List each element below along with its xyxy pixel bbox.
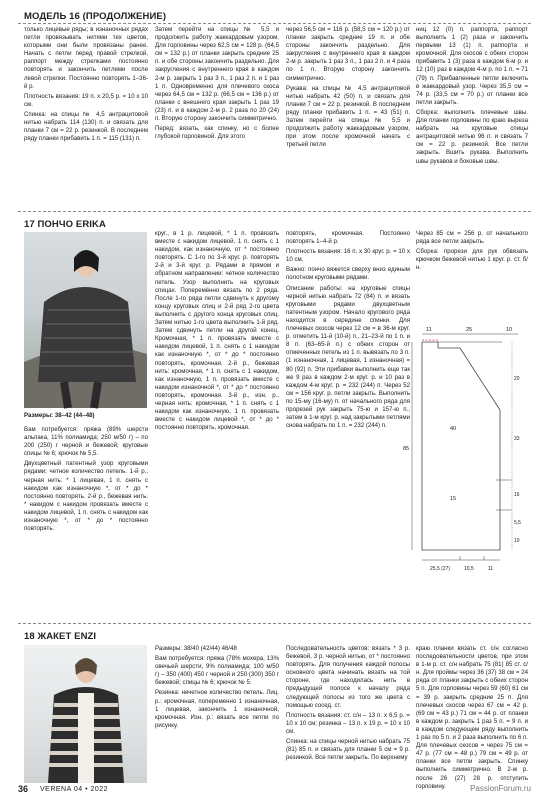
dim-top-11: 11 xyxy=(426,327,432,333)
s17-col3-p1: повторять, кромочная. Постоянно повторять 1–4-й р. xyxy=(286,230,410,246)
poncho-schematic xyxy=(400,320,530,620)
s18-col1-p1: Размеры: 38/40 (42/44) 46/48 xyxy=(155,645,237,652)
dim-top-25: 25 xyxy=(466,327,473,333)
s18-col3-p1: краю планки вязать ст. с/н согласно последовательности цветов, при этом в 1-м р. ст. с/н набрать 75 (81) 85 ст. с/н. Для проймы через 36 (37) 38 см = 24 ряда от планки закрыть с обеих сторон 5 п. Для горловины через 59 (60) 61 см = 39 р. закрыть средние 25 п. Для плечевых скосов через 67 см = 42 р. (69 см = 43 р.) 71 см = 44 р. от планки в каждом р. закрыть 1 раз 5 п. = 9 п. и в каждом следующем ряду выполнить 1 раз по 5 п. и 2 раза выполнить по 6 п. Для плечевых скосов = через 75 см = 47 р. (77 см = 48 р.) 79 см = 49 р. от планки все петли закрыть. Спинку выполнить симметрично. В 2-м р. после 26 (27) 28 р. отступить горловину. xyxy=(416,645,528,790)
s18-col2-p1: Последовательность цветов: вязать * 3 р. бежевой, 3 р. черной нитью, от * постоянно повторять. Для получения каждой полосы основного цвета начинать вязать на той стороне, где находилась нить в предыдущей полосе к началу ряда следующей полосы из того же цвета с помощью сосед. ст. xyxy=(286,645,410,709)
s17-col1 xyxy=(24,426,148,616)
divider xyxy=(18,23,531,24)
s16-col3 xyxy=(286,26,410,204)
dim-right-10: 10 xyxy=(514,538,520,544)
s16-col4 xyxy=(416,26,528,204)
s17-col3 xyxy=(286,230,410,616)
dim-bottom-11: 11 xyxy=(488,566,494,572)
watermark: PassionForum.ru xyxy=(470,784,531,793)
jacket-photo xyxy=(24,645,147,783)
section-17-title: 17 ПОНЧО ERIKA xyxy=(24,219,106,230)
s17-col2 xyxy=(155,230,279,616)
dim-bottom-255: 25,5 (27) xyxy=(430,566,451,572)
dim-right-55: 5,5 xyxy=(514,520,521,526)
divider xyxy=(18,623,531,624)
s16-col1-p1: только лицевые ряды; в изнаночных рядах петли провязывать нитями тех цветов, которыми они были провязаны ранее. Начать с петли перед правой стрелкой, раппорт между стрелками постоянно повторять и закончить петлями после левой стрелки. Постоянно повторять 1–36-й р. xyxy=(24,26,148,90)
s17-sizes xyxy=(24,412,148,422)
jacket-figure xyxy=(24,645,147,783)
s16-col1-p3: Спинка: на спицы № 4,5 антрацитовой нитью набрать 114 (130) п. и связать для планки 7 см = 22 р. резинкой. В последнем ряду планки прибавить 1 п. = 115 (131) п. xyxy=(24,110,148,143)
s17-col3-p3: Важно: пончо вяжется сверху вниз единым полотном круговыми рядами. xyxy=(286,266,410,282)
divider xyxy=(18,211,531,212)
dim-right-20: 20 xyxy=(514,376,520,382)
dim-left-85: 85 xyxy=(403,446,410,452)
s16-col2-p2: Перед: вязать, как спинку, но с более глубокой горловиной. Для этого xyxy=(155,125,279,141)
dim-bottom-105: 10,5 xyxy=(464,566,474,572)
s16-col2-p1: Затем перейти на спицы № 5,5 и продолжить работу жаккардовым узором. Для горловины через 62,5 см = 128 р. (64,5 см = 132 р.) от планки закрыть средние 25 п. и обе стороны закончить раздельно. Для закругления с внутреннего края в каждом 2-м р. закрыть 1 раз 3 п., 1 раз 2 п. и 1 раз 1 п. Одновременно для плечевого скоса через 64,5 см = 132 р. (66,5 см = 136 р.) от планки с внешнего края закрыть 1 раз 19 (23) п. и в каждом 2-м р. 2 раза по 20 (24) п. Вторую сторону закончить симметрично. xyxy=(155,26,279,123)
s17-col4-p2: Сборка: прорези для рук обвязать крючком бежевой нитью 1 круг. р. ст. б/н. xyxy=(416,248,528,272)
s17-col1-p2: Двухцветный патентный узор круговыми рядами: четное количество петель. 1-й р., черная нить: * 1 лицевая, 1 п. снять с накидом как изнаночную *, от * до * постоянно повторять. 2-й р., бежевая нить: * накидом с накидом провязать вместе с накидом лицевой, 1 п. снять с накидом как изнаночную *, от * до * постоянно повторять. xyxy=(24,460,148,533)
page-number: 36 xyxy=(18,784,29,794)
dim-right-16: 16 xyxy=(514,492,520,498)
s18-col2-p2: Плотность вязания: ст. с/н – 13 п. х 6,5 р. = 10 х 10 см; резинка – 13 п. х 19 р. = 10 х 10 см. xyxy=(286,711,410,735)
section-16-title: МОДЕЛЬ 16 (ПРОДОЛЖЕНИЕ) xyxy=(24,11,167,22)
s17-col3-p2: Плотность вязания: 16 п. х 30 круг. р. = 10 х 10 см. xyxy=(286,248,410,264)
schematic-svg xyxy=(400,320,530,620)
s17-col3-p4: Описание работы: на круговые спицы черной нитью набрать 72 (84) п. и вязать круговыми рядами двухцветным патентным узором. Начало кругового ряда находится в середине спинки. Для плечевых скосов через 12 см = в 36-м круг. р. отметить 11-й (10-й) п., 21–23-й по 1 п. и 8 п. (63–65-й п.) с обеих сторон от отмеченных петель из 1 п. вывязать по 3 п. (1 изнаночная, 1 лицевая, 1 изнаночная) = 80 (92) п. Эти прибавки выполнить еще так же 9 раз в каждом 2-м круг. р. и 10 раз в каждом 4-м круг. р. = 232 (244) п. Через 52 см = 156 круг. р. петли закрыть. Выполнить по 15-му (16-му) п. от начального ряда для прорезей рук закрыть 75-ю и 157-ю п., затем в 1-м круг. р. над закрытыми петлями снова набрать по 1 п. = 232 (244) п. xyxy=(286,284,410,430)
s16-col4-p2: Сборка: выполнить плечевые швы. Для планки горловины по краю выреза набрать на круговые спицы антрацитовой нитью 96 п. и связать 7 см = 22 р. резинкой. Все петли закрыть. Вшить рукава. Выполнить швы рукавов и боковые швы. xyxy=(416,108,528,165)
s16-col4-p1: ниц 12 (0) п. раппорта, раппорт выполнить 1 (2) раза и закончить первыми 13 (1) п. раппорта и кромочной. Для скосов с обеих сторон прибавить 1 (3) раза в каждом 6-м р. и 12 (10) раз в каждом 4-м р. по 1 п. = 71 (79) п. Прибавленные петли включить в жаккардовый узор. Через 35,5 см = 74 р. (33,5 см = 70 р.) от планки все петли закрыть. xyxy=(416,26,528,106)
magazine-name: VERENA 04 • 2022 xyxy=(40,786,109,793)
s16-col1-p2: Плотность вязания: 19 п. х 20,5 р. = 10 х 10 см. xyxy=(24,92,148,108)
s17-col2-p1: круг., в 1 р. лицевой, * 1 п. провязать вместе с накидом лицевой, 1 п. снять с 1 накидом, как изнаночную, от * постоянно повторять. С 1-го по 3-й круг. р. повторять 2-й и 3-й круг. р. Рядами в прямом и обратном направлении: четное количество петель. Узор выполнить на круговых спицах. Поперемённо вязать по 2 ряда. После 1-го ряда петли сдвинуть к другому концу круговых спиц и 2-й ряд 2-го цвета выполнить с другого конца круговых спиц. Затем нитью 1-го цвета выполнить 1-й ряд. Затем сдвинуть петли на другой конец. Кромочная, * 1 п. провязать вместе с накидом лицевой, 1 п. снять с 1 накидом как изнаночную *, от * до * постоянно повторять, кромочная. 2-й р., бежевая нить: кромочная, * 1 п. снять с 1 накидом, как изнаночную, 1 п. провязать вместе с накидом изнаночной *, от * до * постоянно повторять, кромочная. 3-й р., изн. р., черная нить: кромочная, * 1 п. снять с 1 накидом как изнаночную, 1 п. провязать вместе с накидом лицевой *, от * до * постоянно повторять, кромочная. xyxy=(155,230,279,432)
poncho-figure xyxy=(24,232,147,408)
s18-col1-p3: Резинка: нечетное количество петель. Лиц. р.: кромочная, попеременно 1 изнаночная, 1 лицевая, закончить 1 изнаночной, кромочная. Изн. р.: вязать все петли по рисунку. xyxy=(155,689,279,729)
s16-col2 xyxy=(155,26,279,204)
dim-top-10: 10 xyxy=(506,327,513,333)
dim-right-33: 33 xyxy=(514,436,520,442)
s17-col4-p1: Через 85 см = 256 р. от начального ряда все петли закрыть. xyxy=(416,230,528,246)
s18-col1 xyxy=(155,645,279,783)
s18-col2-p3: Спинка: на спицы черной нитью набрать 75 (81) 85 п. и связать для планки 5 см = 9 р. резинкой. Все петли закрыть. По верхнему xyxy=(286,738,410,762)
s17-col1-p1: Вам потребуется: пряжа (89% шерсти альпака, 11% полиамида; 250 м/50 г) – по 200 (250) г черной и бежевой; круговые спицы № 6; крючок № 5,5. xyxy=(24,426,148,458)
s16-col3-p1: через 56,5 см = 116 р. (58,5 см = 120 р.) от планки закрыть средние 19 п. и обе стороны закончить раздельно. Для закругления с внутреннего края в каждом 2-м р. закрыть 1 раз 3 п., 1 раз 2 п. и 4 раза по 1 п. Вторую сторону закончить симметрично. xyxy=(286,26,410,82)
s16-col1 xyxy=(24,26,148,204)
section-18-title: 18 ЖАКЕТ ENZI xyxy=(24,631,97,642)
dim-inner-15: 15 xyxy=(450,496,457,502)
s18-col1-p2: Вам потребуется: пряжа (78% мохера, 13% овечьей шерсти, 9% полиамида; 100 м/50 г) – 350 (400) 450 г черной и 250 (300) 350 г бежевой; спицы № 6; крючок № 5. xyxy=(155,655,279,687)
s17-col4 xyxy=(416,230,528,290)
s17-sizes-label: Размеры: 38–42 (44–48) xyxy=(24,412,95,419)
s18-col2 xyxy=(286,645,410,783)
poncho-photo xyxy=(24,232,147,408)
dim-inner-40: 40 xyxy=(450,426,457,432)
s16-col3-p2: Рукава: на спицы № 4,5 антрацитовой нитью набрать 42 (50) п. и связать для планки 7 см = 22 р. резинкой. В последнем ряду планки прибавить 1 п. = 43 (51) п. Затем перейти на спицы № 5,5 и продолжить работу жаккардовым узором, при этом после кромочной начать с третьей петли xyxy=(286,84,410,149)
